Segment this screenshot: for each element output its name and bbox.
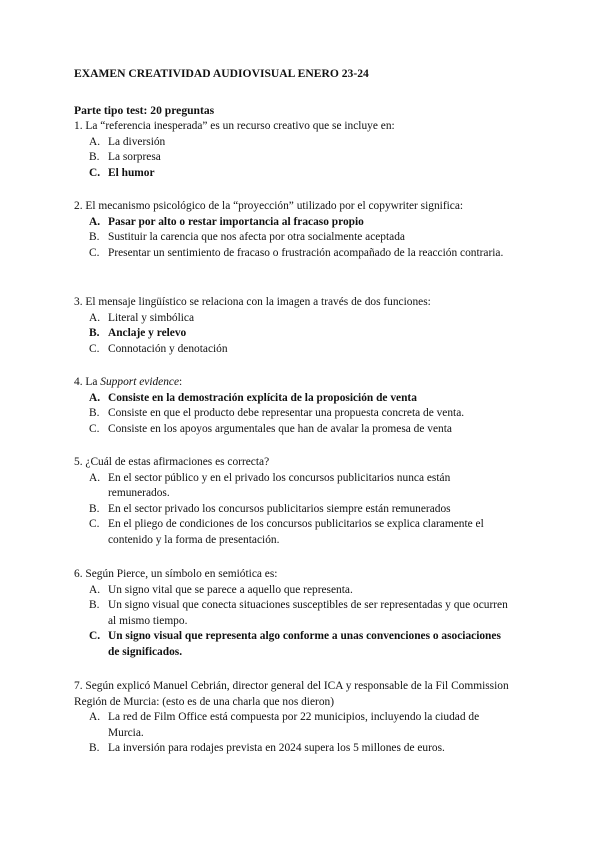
- option-c: C. Connotación y denotación: [89, 342, 228, 355]
- question-text: 1. La “referencia inesperada” es un recurso creativo que se incluye en:: [74, 120, 395, 132]
- question-7: [74, 679, 514, 757]
- option-a-correct: A. Pasar por alto o restar importancia al fracaso propio: [89, 215, 364, 228]
- question-6: [74, 567, 514, 661]
- support-evidence-term: Support evidence: [100, 376, 180, 388]
- option-a: A. Un signo vital que se parece a aquello que representa.: [89, 583, 353, 596]
- question-text: 6. Según Pierce, un símbolo en semiótica es:: [74, 568, 278, 580]
- question-3: [74, 295, 514, 357]
- option-b: B. Consiste en que el producto debe representar una propuesta concreta de venta.: [89, 407, 465, 420]
- option-a: A. Literal y simbólica: [89, 311, 195, 324]
- option-c: C. En el pliego de condiciones de los concursos publicitarios se explica claramente el contenido y la forma de presentación.: [89, 518, 484, 546]
- question-1: [74, 119, 514, 181]
- document-title: EXAMEN CREATIVIDAD AUDIOVISUAL ENERO 23-24: [74, 67, 369, 80]
- option-b: B. En el sector privado los concursos publicitarios siempre están remunerados: [89, 502, 451, 515]
- option-a: A. La diversión: [89, 135, 166, 148]
- question-2: [74, 199, 514, 261]
- option-b: B. Sustituir la carencia que nos afecta por otra socialmente aceptada: [89, 231, 405, 244]
- question-text: 5. ¿Cuál de estas afirmaciones es correcta?: [74, 456, 270, 468]
- option-c: C. Consiste en los apoyos argumentales que han de avalar la promesa de venta: [89, 422, 452, 435]
- option-a: A. La red de Film Office está compuesta por 22 municipios, incluyendo la ciudad de Murcia.: [89, 711, 480, 739]
- option-a: A. En el sector público y en el privado los concursos publicitarios nunca están remunerados.: [89, 471, 451, 500]
- question-text: 4. La Support evidence:: [74, 376, 183, 388]
- option-b: B. La inversión para rodajes prevista en 2024 supera los 5 millones de euros.: [89, 742, 445, 755]
- question-4: [74, 375, 514, 437]
- question-5: [74, 455, 514, 549]
- option-c: C. Presentar un sentimiento de fracaso o frustración acompañado de la reacción contraria.: [89, 246, 504, 259]
- option-b: B. Un signo visual que conecta situaciones susceptibles de ser representadas y que ocurren al mismo tiempo.: [89, 599, 508, 627]
- option-b-correct: B. Anclaje y relevo: [89, 327, 187, 340]
- option-b: B. La sorpresa: [89, 151, 161, 164]
- question-text: 2. El mecanismo psicológico de la “proyección” utilizado por el copywriter significa:: [74, 200, 464, 212]
- option-c-correct: C. Un signo visual que representa algo conforme a unas convenciones o asociaciones de significados.: [89, 630, 501, 658]
- question-text: 3. El mensaje lingüístico se relaciona con la imagen a través de dos funciones:: [74, 296, 431, 308]
- question-text: 7. Según explicó Manuel Cebrián, director general del ICA y responsable de la Fil Commission Región de Murcia: (esto es de una charla que nos dieron): [74, 680, 509, 708]
- option-c-correct: C. El humor: [89, 166, 155, 179]
- section-heading: Parte tipo test: 20 preguntas: [74, 104, 215, 117]
- option-a-correct: A. Consiste en la demostración explícita de la proposición de venta: [89, 391, 417, 404]
